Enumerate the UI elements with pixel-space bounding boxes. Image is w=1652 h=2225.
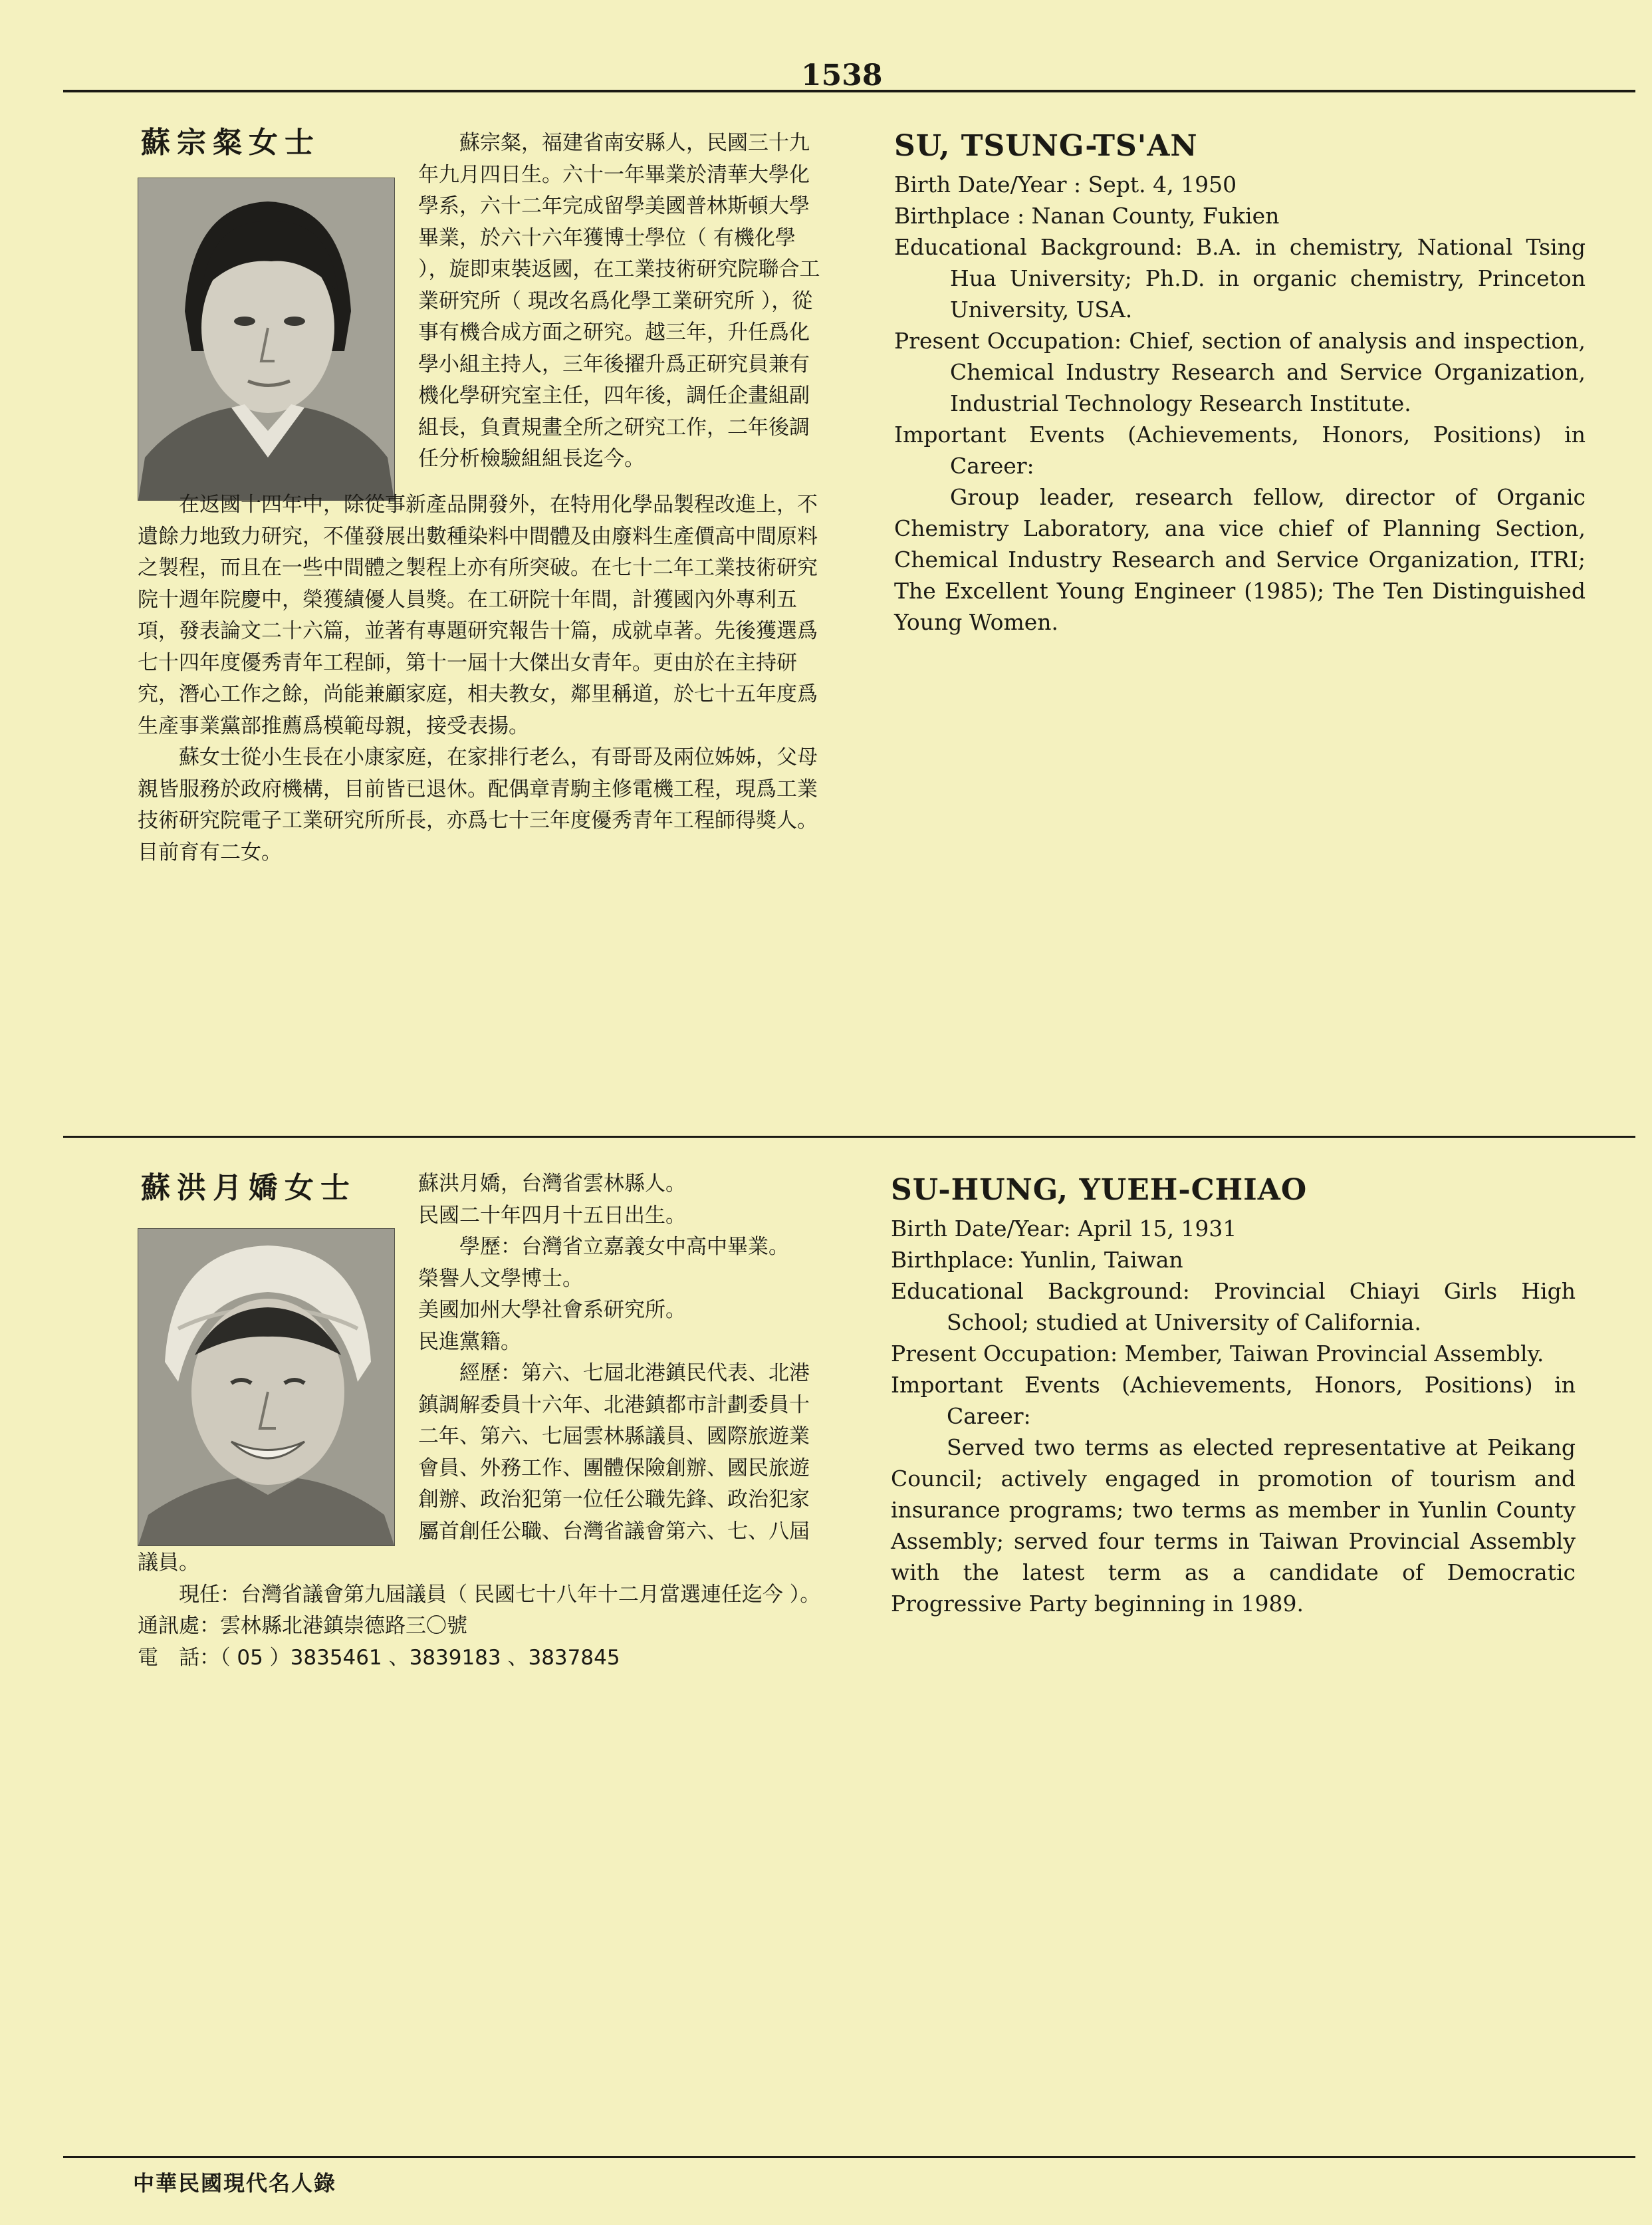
- entry-2-photo-wrap-spacer: [138, 1167, 418, 1547]
- entry-2-biography-zh: [138, 1167, 826, 1674]
- entry-1-name-zh: 蘇宗粲女士: [141, 126, 320, 160]
- entry-1-birth-date: Birth Date/Year : Sept. 4, 1950: [894, 172, 1237, 197]
- entry-divider: [63, 1136, 1635, 1138]
- entry-2-zh-origin: 蘇洪月嬌，台灣省雲林縣人。: [418, 1172, 686, 1196]
- entry-2-zh-party: 民進黨籍。: [418, 1329, 521, 1354]
- entry-2-zh-graduate: 美國加州大學社會系研究所。: [418, 1298, 686, 1322]
- entry-1-events-body: Group leader, research fellow, director of Organic Chemistry Laboratory, ana vice chief of Planning Section, Chemical Industry Research and Service Organization, ITRI; The Excellent Young Engineer (1985); The Ten Distinguished Young Women.: [894, 484, 1586, 635]
- entry-2-occupation: Present Occupation: Member, Taiwan Provincial Assembly.: [891, 1341, 1544, 1367]
- entry-1-biography-en: [894, 126, 1586, 638]
- entry-2-zh-honorary: 榮譽人文學博士。: [418, 1266, 583, 1291]
- entry-1-biography-zh: [138, 125, 826, 868]
- entry-1-occupation: Present Occupation: Chief, section of analysis and inspection, Chemical Industry Research and Service Organization, Industrial Technology Research Institute.: [894, 328, 1586, 416]
- entry-2-education: Educational Background: Provincial Chiayi Girls High School; studied at University of California.: [891, 1278, 1576, 1335]
- bottom-rule: [63, 2156, 1635, 2158]
- entry-1-zh-paragraph: 在返國十四年中，除從事新產品開發外，在特用化學品製程改進上，不遺餘力地致力研究，不僅發展出數種染料中間體及由廢料生產價高中間原料之製程，而且在一些中間體之製程上亦有所突破。在七十二年工業技術研究院十週年院慶中，榮獲績優人員獎。在工研院十年間，計獲國內外專利五項，發表論文二十六篇，並著有專題研究報告十篇，成就卓著。先後獲選爲七十四年度優秀青年工程師，第十一屆十大傑出女青年。更由於在主持研究，潛心工作之餘，尚能兼顧家庭，相夫教女，鄰里稱道，於七十五年度爲生產事業黨部推薦爲模範母親，接受表揚。: [138, 493, 818, 738]
- entry-2-biography-en: [891, 1170, 1576, 1619]
- entry-1-name-en: SU, TSUNG-TS'AN: [894, 129, 1198, 163]
- entry-2-zh-career: 經歷：第六、七屆北港鎮民代表、北港鎮調解委員十六年、北港鎮都市計劃委員十二年、第六、七屆雲林縣議員、國際旅遊業會員、外務工作、團體保險創辦、國民旅遊創辦、政治犯第一位任公職先鋒、政治犯家屬首創任公職、台灣省議會第六、七、八屆議員。: [138, 1361, 810, 1575]
- entry-2-events-body: Served two terms as elected representative at Peikang Council; actively engaged in promotion of tourism and insurance programs; two terms as member in Yunlin County Assembly; served four terms in Taiwan Provincial Assembly with the latest term as a candidate of Democratic Progressive Party beginning in 1989.: [891, 1434, 1576, 1617]
- entry-2-zh-education: 學歷：台灣省立嘉義女中高中畢業。: [459, 1235, 789, 1259]
- entry-1-education: Educational Background: B.A. in chemistry, National Tsing Hua University; Ph.D. in organic chemistry, Princeton University, USA.: [894, 234, 1586, 323]
- page-number: 1538: [801, 59, 883, 92]
- entry-2-zh-phone: 電 話：（ 05 ）3835461 、3839183 、3837845: [138, 1645, 620, 1670]
- entry-2-events-heading: Important Events (Achievements, Honors, Positions) in Career:: [891, 1372, 1576, 1429]
- entry-1-birthplace: Birthplace : Nanan County, Fukien: [894, 203, 1280, 229]
- footer-book-title: 中華民國現代名人錄: [133, 2170, 337, 2196]
- entry-1-photo-wrap-spacer: [138, 125, 418, 489]
- entry-1-events-heading: Important Events (Achievements, Honors, Positions) in Career:: [894, 422, 1586, 479]
- entry-2-zh-address: 通訊處：雲林縣北港鎮崇德路三〇號: [138, 1614, 467, 1638]
- entry-1-zh-paragraph: 蘇女士從小生長在小康家庭，在家排行老么，有哥哥及兩位姊姊，父母親皆服務於政府機構，目前皆已退休。配偶章青駒主修電機工程，現爲工業技術研究院電子工業研究所所長，亦爲七十三年度優秀青年工程師得獎人。目前育有二女。: [138, 745, 818, 864]
- entry-2-birth-date: Birth Date/Year: April 15, 1931: [891, 1216, 1237, 1242]
- entry-2-birthplace: Birthplace: Yunlin, Taiwan: [891, 1247, 1183, 1273]
- entry-1-zh-paragraph: 蘇宗粲，福建省南安縣人，民國三十九年九月四日生。六十一年畢業於清華大學化學系，六十二年完成留學美國普林斯頓大學畢業，於六十六年獲博士學位（ 有機化學 ），旋即束裝返國，在工業技術研究院聯合工業研究所（ 現改名爲化學工業研究所 ），從事有機合成方面之研究。越三年，升任爲化學小組主持人，三年後擢升爲正研究員兼有機化學研究室主任，四年後，調任企畫組副組長，負責規畫全所之研究工作，二年後調任分析檢驗組組長迄今。: [418, 131, 820, 471]
- entry-2-name-en: SU-HUNG, YUEH-CHIAO: [891, 1173, 1308, 1207]
- entry-2-name-zh: 蘇洪月嬌女士: [141, 1171, 356, 1205]
- entry-2-zh-birth: 民國二十年四月十五日出生。: [418, 1203, 686, 1228]
- entry-2-zh-current: 現任：台灣省議會第九屆議員（ 民國七十八年十二月當選連任迄今 ）。: [179, 1582, 821, 1607]
